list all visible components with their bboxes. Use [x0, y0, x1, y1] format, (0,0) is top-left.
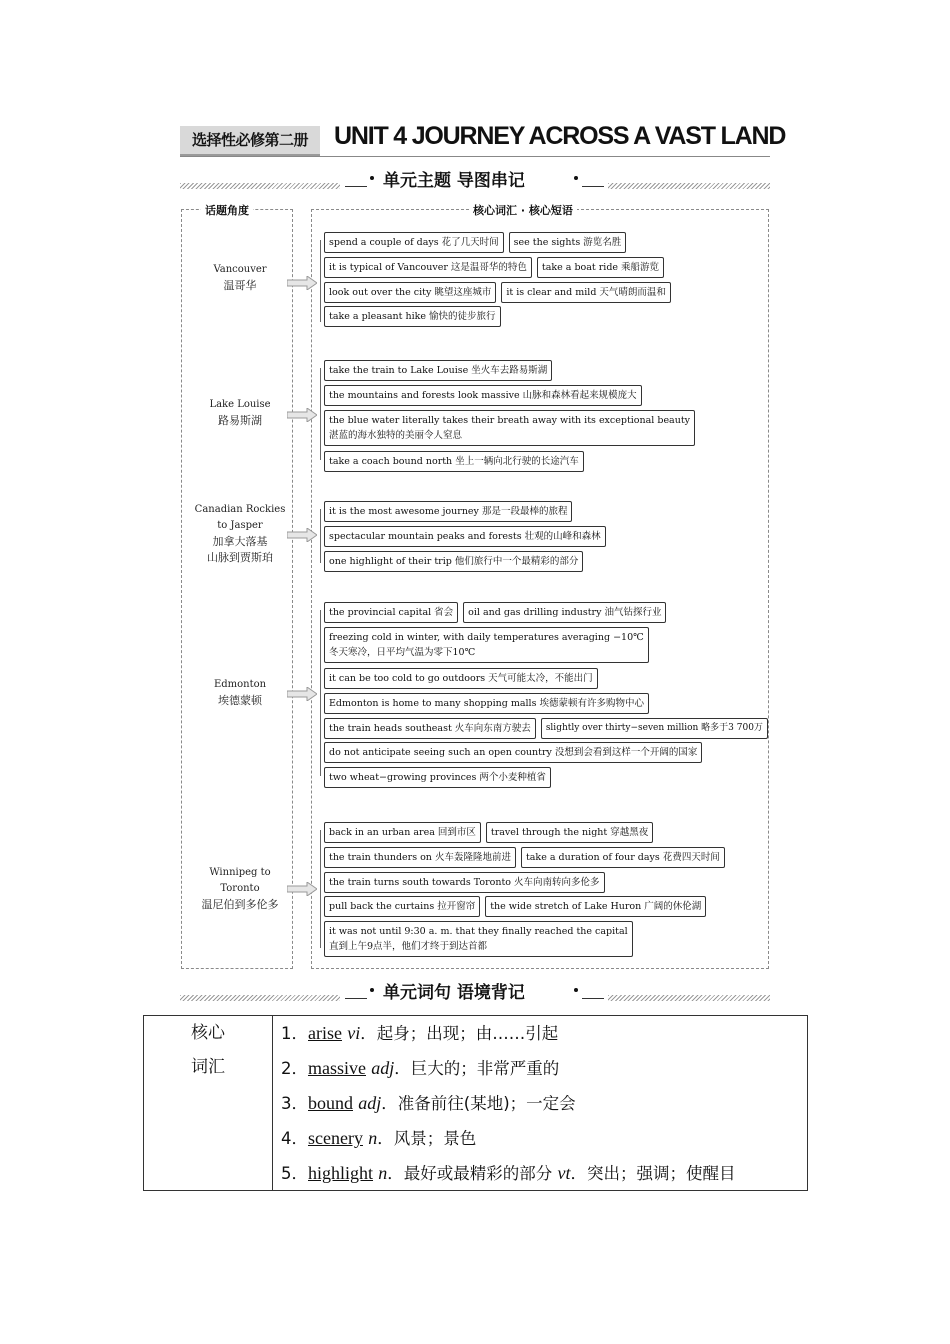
phrase-box: back in an urban area 回到市区 [324, 822, 481, 843]
topic-vancouver [181, 262, 299, 294]
vocab-word: arise [308, 1023, 342, 1043]
phrase-row [324, 451, 584, 472]
phrase-row [324, 385, 642, 406]
vocab-word: scenery [308, 1128, 363, 1148]
phrase-box: look out over the city 眺望这座城市 [324, 282, 496, 303]
phrase-box: two wheat−growing provinces 两个小麦种植省 [324, 767, 551, 788]
phrase-box: spend a couple of days 花了几天时间 [324, 232, 504, 253]
phrase-box-two-line [324, 921, 633, 957]
phrase-box: it is typical of Vancouver 这是温哥华的特色 [324, 257, 532, 278]
phrase-box: take a duration of four days 花费四天时间 [521, 847, 725, 868]
topic-angle-frame [181, 209, 293, 969]
phrase-row [324, 822, 653, 843]
phrase-row [324, 847, 725, 868]
vocab-word: massive [308, 1058, 366, 1078]
section-dot-right [574, 988, 578, 992]
topic-lake-louise [181, 397, 299, 429]
phrase-box: the mountains and forests look massive 山脉和森林看起来规模庞大 [324, 385, 642, 406]
arrow-right-icon [287, 687, 317, 701]
phrase-line-en: it was not until 9:30 a. m. that they finally reached the capital [329, 926, 628, 937]
phrase-row [324, 526, 606, 547]
vocab-number: 4． [281, 1129, 308, 1148]
topic-en: Edmonton [213, 679, 267, 690]
phrase-box: travel through the night 穿越黑夜 [486, 822, 653, 843]
section-title-vocab: 单元词句 语境背记 [383, 983, 525, 1003]
phrase-box: it can be too cold to go outdoors 天气可能太冷，不能出门 [324, 668, 598, 689]
topic-angle-label: 话题角度 [201, 202, 253, 218]
phrase-row [324, 668, 598, 689]
vocab-pos: vi [347, 1023, 361, 1043]
vocab-list [281, 1016, 803, 1191]
vocab-definition: ．巨大的；非常严重的 [394, 1059, 560, 1078]
phrase-box: take a coach bound north 坐上一辆向北行驶的长途汽车 [324, 451, 584, 472]
phrase-row [324, 742, 702, 763]
header-rule [180, 156, 770, 157]
phrase-box: do not anticipate seeing such an open country 没想到会看到这样一个开阔的国家 [324, 742, 702, 763]
vocab-definition-2: ．突出；强调；使醒目 [570, 1164, 736, 1183]
phrase-row [324, 767, 551, 788]
vocab-pos: adj [371, 1058, 395, 1078]
topic-zh: 埃德蒙顿 [218, 694, 262, 707]
topic-zh: 温尼伯到多伦多 [201, 898, 279, 911]
phrase-row [324, 306, 501, 327]
vocab-item [281, 1156, 803, 1191]
phrase-box: see the sights 游览名胜 [509, 232, 627, 253]
vocab-definition: ．风景；景色 [377, 1129, 477, 1148]
vocab-item [281, 1121, 803, 1156]
phrase-box: the train thunders on 火车轰隆隆地前进 [324, 847, 516, 868]
topic-zh: 温哥华 [223, 279, 257, 292]
textbook-volume-badge: 选择性必修第二册 [180, 126, 320, 156]
phrase-box-two-line [324, 627, 649, 663]
phrase-box: oil and gas drilling industry 油气钻探行业 [463, 602, 666, 623]
phrase-box: the provincial capital 省会 [324, 602, 458, 623]
topic-zh: 路易斯湖 [218, 414, 262, 427]
section-line-left [345, 186, 367, 187]
hatch-decoration-right [608, 183, 770, 189]
hatch-decoration-left [180, 995, 340, 1001]
section-dot-left [370, 988, 374, 992]
arrow-right-icon [287, 528, 317, 542]
phrase-box: the train turns south towards Toronto 火车向南转向多伦多 [324, 872, 605, 893]
phrase-box: it is the most awesome journey 那是一段最棒的旅程 [324, 501, 572, 522]
phrase-box: take a pleasant hike 愉快的徒步旅行 [324, 306, 501, 327]
phrase-box: one highlight of their trip 他们旅行中一个最精彩的部分 [324, 551, 583, 572]
phrase-row [324, 360, 552, 381]
phrase-box: it is clear and mild 天气晴朗而温和 [501, 282, 671, 303]
phrase-line-zh: 冬天寒冷，日平均气温为零下10℃ [329, 647, 476, 658]
phrase-box: slightly over thirty−seven million 略多于3 700万 [541, 718, 768, 739]
topic-zh-line1: 加拿大落基 [212, 535, 268, 548]
phrase-row [324, 693, 649, 714]
section-line-left [345, 998, 367, 999]
phrase-row [324, 896, 706, 917]
vocab-definition: ．起身；出现；由……引起 [360, 1024, 559, 1043]
phrase-row [324, 718, 768, 739]
vocab-item [281, 1051, 803, 1086]
vocab-word: highlight [308, 1163, 374, 1183]
section-line-right [582, 998, 604, 999]
phrase-box: the train heads southeast 火车向东南方驶去 [324, 718, 536, 739]
topic-winnipeg-toronto [181, 865, 299, 913]
topic-zh-line2: 山脉到贾斯珀 [207, 551, 273, 564]
arrow-right-icon [287, 882, 317, 896]
phrase-row [324, 410, 695, 446]
phrase-box: Edmonton is home to many shopping malls 埃德蒙顿有许多购物中心 [324, 693, 649, 714]
vocab-definition: ．准备前往(某地)；一定会 [381, 1094, 576, 1113]
hatch-decoration-left [180, 183, 340, 189]
vocab-number: 2． [281, 1059, 308, 1078]
vocab-category-line1: 核心 [191, 1023, 225, 1043]
phrase-row [324, 921, 633, 957]
core-vocabulary-table [143, 1015, 808, 1191]
topic-en-line2: Toronto [220, 883, 260, 894]
vocab-pos: n [378, 1163, 388, 1183]
section-dot-left [370, 176, 374, 180]
topic-en: Vancouver [213, 264, 267, 275]
unit-title: UNIT 4 JOURNEY ACROSS A VAST LAND [334, 122, 786, 150]
phrase-box: take a boat ride 乘船游览 [537, 257, 664, 278]
topic-en-line1: Canadian Rockies [194, 504, 286, 515]
phrase-row [324, 257, 664, 278]
phrase-row [324, 232, 626, 253]
phrase-box-two-line [324, 410, 695, 446]
topic-en-line2: to Jasper [217, 520, 263, 531]
vocab-pos-2: vt [557, 1163, 571, 1183]
hatch-decoration-right [608, 995, 770, 1001]
vocab-item [281, 1086, 803, 1121]
vocab-category-line2: 词汇 [191, 1057, 225, 1077]
phrase-box: take the train to Lake Louise 坐火车去路易斯湖 [324, 360, 552, 381]
phrase-line-zh: 湛蓝的海水独特的美丽令人窒息 [329, 430, 463, 441]
phrase-row [324, 501, 572, 522]
section-line-right [582, 186, 604, 187]
section-dot-right [574, 176, 578, 180]
core-vocab-label: 核心词汇 · 核心短语 [469, 202, 577, 218]
phrase-row [324, 872, 605, 893]
arrow-right-icon [287, 408, 317, 422]
phrase-box: pull back the curtains 拉开窗帘 [324, 896, 480, 917]
phrase-line-en: the blue water literally takes their breath away with its exceptional beauty [329, 415, 691, 426]
topic-en: Lake Louise [209, 399, 271, 410]
topic-canadian-rockies [181, 502, 299, 566]
phrase-line-zh: 直到上午9点半，他们才终于到达首都 [329, 941, 488, 952]
vocab-item [281, 1016, 803, 1051]
phrase-row [324, 602, 666, 623]
phrase-row [324, 627, 649, 663]
vocab-word: bound [308, 1093, 353, 1113]
phrase-box: the wide stretch of Lake Huron 广阔的休伦湖 [485, 896, 706, 917]
vocab-number: 1． [281, 1024, 308, 1043]
phrase-row [324, 282, 671, 303]
vocab-pos: n [368, 1128, 378, 1148]
vocab-number: 3． [281, 1094, 308, 1113]
vocab-definition: ．最好或最精彩的部分 [387, 1164, 558, 1183]
arrow-right-icon [287, 276, 317, 290]
vocab-category-cell [144, 1016, 273, 1190]
section-title-map: 单元主题 导图串记 [383, 171, 525, 191]
vocab-number: 5． [281, 1164, 308, 1183]
topic-edmonton [181, 677, 299, 709]
phrase-box: spectacular mountain peaks and forests 壮观的山峰和森林 [324, 526, 606, 547]
phrase-row [324, 551, 583, 572]
phrase-line-en: freezing cold in winter, with daily temperatures averaging −10℃ [329, 632, 644, 643]
vocab-pos: adj [358, 1093, 382, 1113]
topic-en-line1: Winnipeg to [209, 867, 271, 878]
